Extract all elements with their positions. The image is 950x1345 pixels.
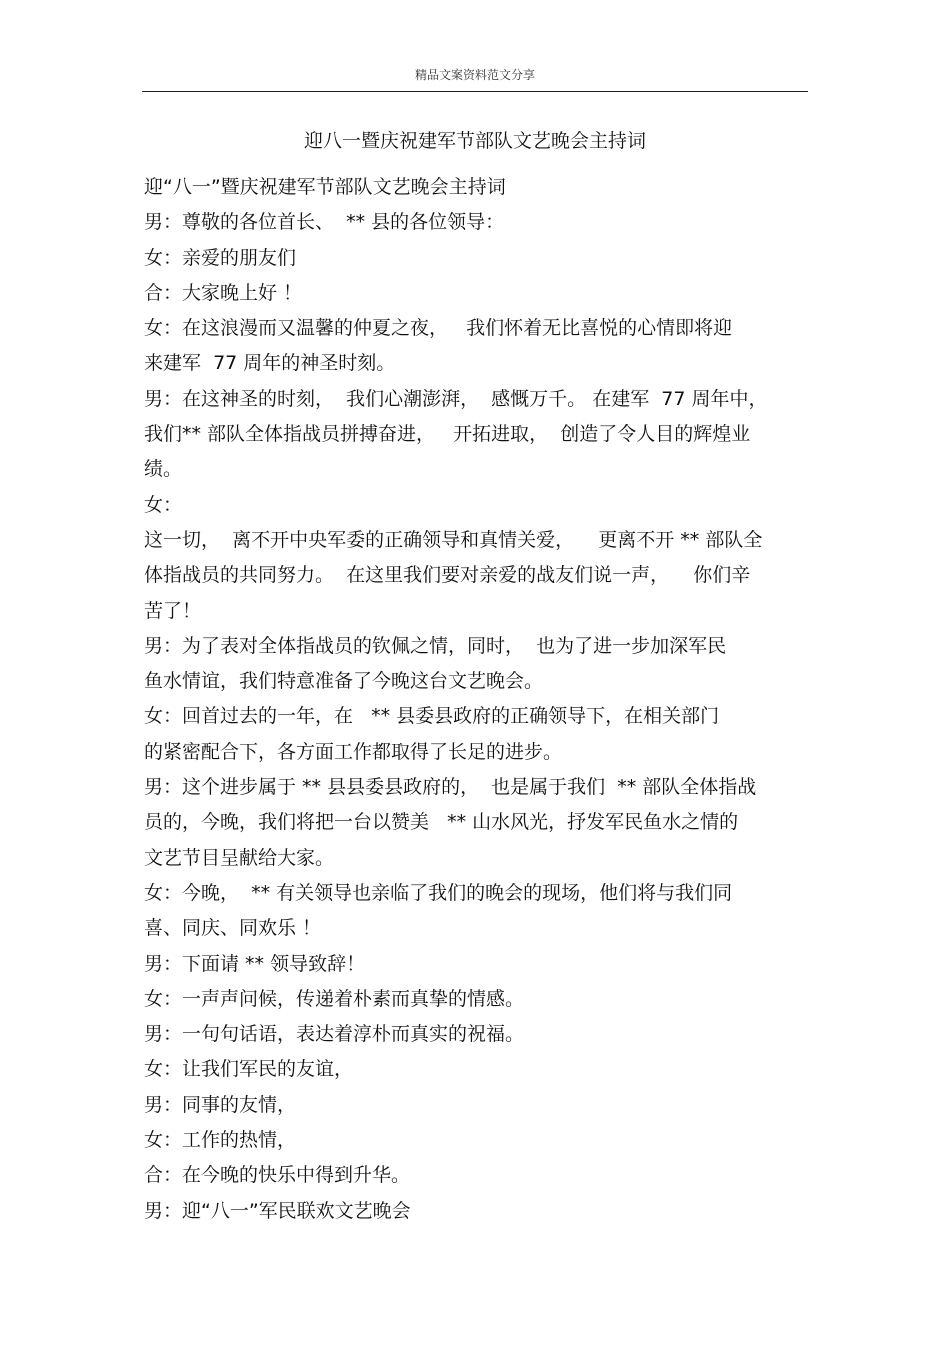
running-header: 精品文案资料范文分享 [414, 68, 535, 82]
text-line: 绩。 [144, 458, 183, 481]
text-line: 男：为了表对全体指战员的钦佩之情，同时， 也为了进一步加深军民 [144, 634, 727, 657]
text-line: 男：同事的友情， [144, 1093, 297, 1116]
text-line: 鱼水情谊，我们特意准备了今晚这台文艺晚会。 [144, 670, 544, 693]
text-line: 合：在今晚的快乐中得到升华。 [144, 1164, 411, 1187]
document-title: 迎八一暨庆祝建军节部队文艺晚会主持词 [303, 130, 646, 152]
text-line: 女：今晚， ** 有关领导也亲临了我们的晚会的现场，他们将与我们同 [144, 881, 733, 904]
text-line: 体指战员的共同努力。 在这里我们要对亲爱的战友们说一声， 你们辛 [144, 564, 751, 587]
text-line: 我们** 部队全体指战员拼搏奋进， 开拓进取， 创造了令人目的辉煌业 [144, 423, 751, 446]
text-line: 女：亲爱的朋友们 [144, 246, 297, 269]
text-line: 迎“八一”暨庆祝建军节部队文艺晚会主持词 [144, 176, 506, 198]
text-line: 员的，今晚，我们将把一台以赞美 ** 山水风光，抒发军民鱼水之情的 [144, 811, 739, 834]
text-line: 女：在这浪漫而又温馨的仲夏之夜， 我们怀着无比喜悦的心情即将迎 [144, 317, 733, 340]
text-line: 这一切， 离不开中央军委的正确领导和真情关爱， 更离不开 ** 部队全 [144, 528, 763, 551]
header-divider [142, 91, 808, 92]
text-line: 女： [144, 493, 183, 516]
text-line: 男：迎“八一”军民联欢文艺晚会 [144, 1199, 411, 1222]
text-line: 文艺节目呈献给大家。 [144, 846, 335, 869]
text-line: 男：一句句话语，表达着淳朴而真实的祝福。 [144, 1023, 525, 1046]
text-line: 男：在这神圣的时刻， 我们心潮澎湃， 感慨万千。 在建军 77 周年中， [144, 387, 768, 410]
text-line: 女：回首过去的一年，在 ** 县委县政府的正确领导下，在相关部门 [144, 705, 720, 728]
text-line: 女：让我们军民的友谊， [144, 1058, 354, 1081]
text-line: 男：这个进步属于 ** 县县委县政府的， 也是属于我们 ** 部队全体指战 [144, 776, 757, 799]
text-line: 男：下面请 ** 领导致辞！ [144, 952, 366, 975]
text-line: 男：尊敬的各位首长、 ** 县的各位领导： [144, 211, 505, 234]
text-line: 的紧密配合下，各方面工作都取得了长足的进步。 [144, 740, 563, 763]
text-line: 女：工作的热情， [144, 1129, 297, 1152]
text-line: 喜、同庆、同欢乐 ！ [144, 917, 322, 940]
text-line: 合：大家晚上好 ！ [144, 281, 303, 304]
text-line: 来建军 77 周年的神圣时刻。 [144, 352, 396, 375]
document-body [144, 170, 810, 1229]
text-line: 苦了！ [144, 599, 202, 622]
text-line: 女：一声声问候，传递着朴素而真挚的情感。 [144, 987, 525, 1010]
